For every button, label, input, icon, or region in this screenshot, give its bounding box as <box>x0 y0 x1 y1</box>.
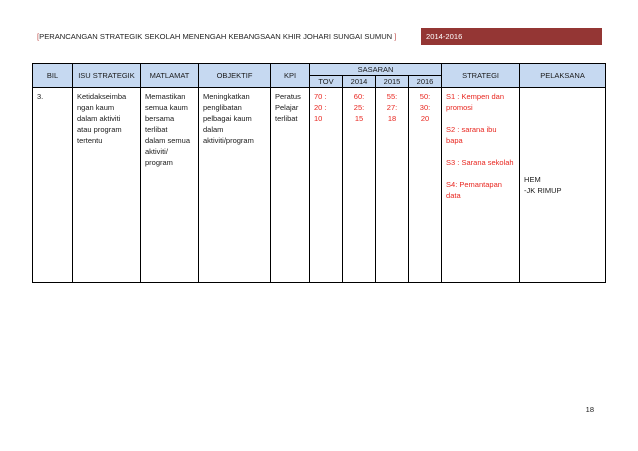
matlamat-line: aktiviti/ <box>145 147 168 156</box>
target-2014-value: 25: <box>353 103 365 112</box>
target-2015-value: 55: <box>386 92 398 101</box>
col-header-matlamat: MATLAMAT <box>141 64 199 88</box>
target-2016-value: 30: <box>419 103 431 112</box>
target-2014-value: 60: <box>353 92 365 101</box>
matlamat-line: semua kaum <box>145 103 188 112</box>
col-header-bil: BIL <box>33 64 73 88</box>
kpi-line: Peratus <box>275 92 301 101</box>
bracket-open: [ <box>37 32 40 41</box>
objektif-line: Meningkatkan <box>203 92 250 101</box>
cell-pelaksana <box>520 88 606 283</box>
cell-matlamat <box>141 88 199 283</box>
cell-kpi <box>271 88 310 283</box>
matlamat-line: program <box>145 158 173 167</box>
matlamat-line: dalam semua <box>145 136 191 145</box>
strategic-plan-table <box>32 63 606 283</box>
objektif-line: pelbagai kaum <box>203 114 252 123</box>
strategy-s3: S3 : Sarana sekolah <box>446 158 514 167</box>
isu-line: dalam aktiviti <box>77 114 121 123</box>
page-header <box>36 28 602 45</box>
target-2016-value: 50: <box>419 92 431 101</box>
objektif-line: dalam <box>203 125 224 134</box>
pelaksana-line: -JK RIMUP <box>524 186 562 195</box>
isu-line: Ketidakseimba <box>77 92 127 101</box>
target-2016-value: 20 <box>420 114 430 123</box>
cell-2015 <box>376 88 409 283</box>
pelaksana-line: HEM <box>524 175 541 184</box>
cell-strategi <box>442 88 520 283</box>
matlamat-line: bersama <box>145 114 175 123</box>
cell-bil: 3. <box>33 88 73 283</box>
col-header-2014: 2014 <box>343 76 376 88</box>
cell-tov <box>310 88 343 283</box>
kpi-line: Pelajar <box>275 103 299 112</box>
cell-objektif <box>199 88 271 283</box>
col-header-2015: 2015 <box>376 76 409 88</box>
kpi-line: terlibat <box>275 114 298 123</box>
col-header-kpi: KPI <box>271 64 310 88</box>
table-row <box>33 88 606 283</box>
target-2015-value: 27: <box>386 103 398 112</box>
page-number: 18 <box>585 405 594 414</box>
year-range-badge: 2014-2016 <box>421 28 602 45</box>
document-title <box>36 28 421 45</box>
isu-line: tertentu <box>77 136 103 145</box>
col-header-pelaksana: PELAKSANA <box>520 64 606 88</box>
strategy-s1: S1 : Kempen dan <box>446 92 505 101</box>
isu-line: ngan kaum <box>77 103 115 112</box>
tov-value: 10 <box>314 114 323 123</box>
col-header-objektif: OBJEKTIF <box>199 64 271 88</box>
isu-line: atau program <box>77 125 122 134</box>
strategy-s2: S2 : sarana ibu <box>446 125 497 134</box>
objektif-line: penglibatan <box>203 103 242 112</box>
tov-value: 20 : <box>314 103 327 112</box>
col-header-isu-strategik: ISU STRATEGIK <box>73 64 141 88</box>
col-header-strategi: STRATEGI <box>442 64 520 88</box>
col-header-tov: TOV <box>310 76 343 88</box>
target-2015-value: 18 <box>387 114 397 123</box>
tov-value: 70 : <box>314 92 327 101</box>
matlamat-line: Memastikan <box>145 92 186 101</box>
objektif-line: aktiviti/program <box>203 136 254 145</box>
col-header-sasaran: SASARAN <box>310 64 442 76</box>
strategy-s4: data <box>446 191 461 200</box>
cell-isu-strategik <box>73 88 141 283</box>
strategy-s4: S4: Pemantapan <box>446 180 502 189</box>
col-header-2016: 2016 <box>409 76 442 88</box>
strategy-s2: bapa <box>446 136 463 145</box>
bracket-close: ] <box>394 32 397 41</box>
cell-2016 <box>409 88 442 283</box>
target-2014-value: 15 <box>354 114 364 123</box>
matlamat-line: terlibat <box>145 125 168 134</box>
cell-2014 <box>343 88 376 283</box>
document-title-text: PERANCANGAN STRATEGIK SEKOLAH MENENGAH KEBANGSAAN KHIR JOHARI SUNGAI SUMUN <box>39 32 393 41</box>
strategy-s1: promosi <box>446 103 473 112</box>
header-row <box>33 64 606 76</box>
